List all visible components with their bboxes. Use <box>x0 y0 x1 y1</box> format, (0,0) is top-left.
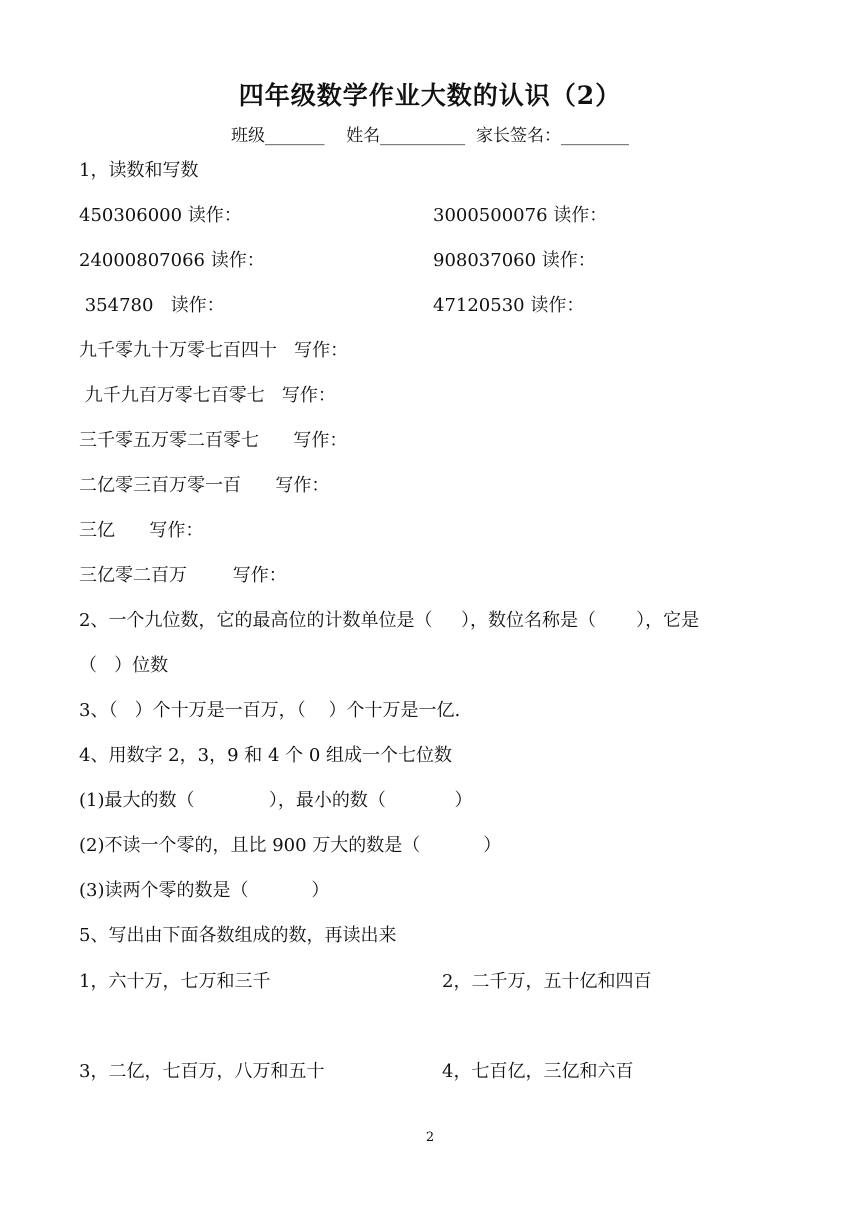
q1-write-item: 三千零五万零二百零七 写作： <box>79 430 348 451</box>
q1-read-item: 450306000 读作： <box>79 205 242 226</box>
q1-write-item: 三亿 写作： <box>79 520 204 541</box>
q4-part: (3)读两个零的数是（ ） <box>79 880 330 901</box>
signature-line: 班级_______ 姓名__________ 家长签名：________ <box>231 126 629 146</box>
q5-item: 4，七百亿，三亿和六百 <box>442 1061 634 1082</box>
q1-read-item: 908037060 读作： <box>433 250 596 271</box>
q1-read-item: 24000807066 读作： <box>79 250 265 271</box>
q5-item: 2，二千万，五十亿和四百 <box>442 971 652 992</box>
q1-write-item: 二亿零三百万零一百 写作： <box>79 475 330 496</box>
q1-write-item: 九千九百万零七百零七 写作： <box>79 385 336 406</box>
q5-item: 3，二亿，七百万，八万和五十 <box>79 1061 325 1082</box>
page-number: 2 <box>425 1130 435 1145</box>
q4-heading: 4、用数字 2，3，9 和 4 个 0 组成一个七位数 <box>79 745 453 766</box>
q4-part: (2)不读一个零的，且比 900 万大的数是（ ） <box>79 835 502 856</box>
q1-write-item: 九千零九十万零七百四十 写作： <box>79 340 349 361</box>
q1-read-item: 3000500076 读作： <box>433 205 608 226</box>
q3-line: 3、（ ）个十万是一百万，（ ）个十万是一亿. <box>79 700 461 721</box>
q2-line: （ ）位数 <box>79 655 169 676</box>
q1-read-item: 47120530 读作： <box>433 295 585 316</box>
q5-heading: 5、写出由下面各数组成的数，再读出来 <box>79 925 397 946</box>
q4-part: (1)最大的数（ ），最小的数（ ） <box>79 790 473 811</box>
q1-write-item: 三亿零二百万 写作： <box>79 565 287 586</box>
q1-heading: 1，读数和写数 <box>79 160 199 181</box>
q5-item: 1，六十万，七万和三千 <box>79 971 271 992</box>
q2-line: 2、一个九位数，它的最高位的计数单位是（ ），数位名称是（ ），它是 <box>79 610 700 631</box>
page-title: 四年级数学作业大数的认识（2） <box>238 81 622 110</box>
q1-read-item: 354780 读作： <box>79 295 225 316</box>
